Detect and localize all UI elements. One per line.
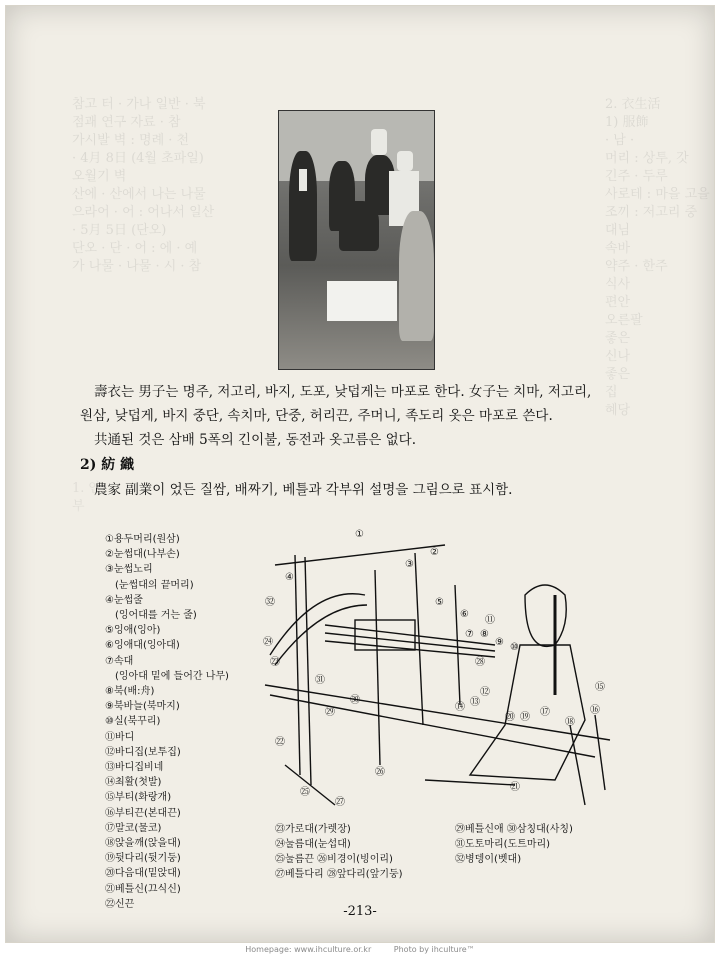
loom-legend-right — [455, 822, 573, 867]
diagram-callout: ⑧ — [480, 629, 489, 640]
footer-homepage: Homepage: www.ihculture.or.kr — [245, 945, 372, 954]
photo-figure — [399, 211, 434, 341]
loom-beam — [275, 545, 445, 565]
diagram-callout: ⑱ — [565, 717, 575, 728]
bleed-line: 식사 — [605, 277, 631, 292]
diagram-callout: ⑮ — [595, 682, 605, 693]
loom-rail — [270, 695, 595, 757]
legend-item: (눈썹대의 끝머리) — [115, 579, 194, 591]
bleed-line: 속바 — [605, 241, 631, 256]
legend-item: ⑧북(배:舟) — [105, 686, 155, 698]
bleed-line: 약주 · 한주 — [605, 259, 668, 274]
bleed-line: 1) 服飾 — [605, 115, 649, 130]
legend-item: ⑦속대 — [105, 655, 134, 667]
diagram-callout: ② — [430, 547, 439, 558]
body-text — [80, 380, 660, 502]
loom-leg — [595, 715, 605, 790]
diagram-callout: ⑨ — [495, 637, 504, 648]
loom-post — [375, 570, 380, 765]
text-line: 共通된 것은 삼배 5폭의 긴이불, 동전과 옷고름은 없다. — [94, 432, 416, 448]
photo-figure — [339, 201, 379, 251]
bleed-line: 좋은 — [605, 331, 631, 346]
legend-item: ⑥잉애대(잉아대) — [105, 640, 180, 652]
bleed-line: 혜당 — [605, 403, 631, 418]
diagram-callout: ④ — [285, 572, 294, 583]
loom-diagram — [255, 525, 625, 820]
legend-item: ㉜병뎅이(벳대) — [455, 854, 522, 865]
loom-leg — [570, 725, 585, 805]
diagram-callout: ⑳ — [505, 712, 515, 723]
footer — [0, 945, 720, 954]
section-heading: 2) 紡 織 — [80, 457, 135, 473]
legend-item: ②눈썹대(나부손) — [105, 549, 180, 561]
legend-item: (잉아대 밑에 들어간 나무) — [115, 670, 229, 682]
bleed-line: 점괘 연구 자료 · 참 — [72, 115, 181, 130]
diagram-callout: ㉙ — [325, 707, 335, 718]
bleed-line: 대님 — [605, 223, 631, 238]
legend-item: ⑬바디집비네 — [105, 762, 164, 774]
bleed-line: 단오 · 단 · 어 : 에 · 예 — [72, 241, 198, 256]
bleed-line: 오월기 벽 — [72, 169, 127, 184]
bleed-line: 1. 안 — [72, 481, 102, 496]
weaver-head — [525, 585, 566, 646]
diagram-callout: ⑭ — [455, 702, 465, 713]
page-number: -213- — [343, 904, 377, 919]
diagram-callout: ⑦ — [465, 629, 474, 640]
bleed-line: 부 — [72, 499, 85, 514]
loom-reed-post — [455, 585, 460, 705]
bleed-line: 가시발 벽 : 명례 · 천 — [72, 133, 190, 148]
text-line: 壽衣는 男子는 명주, 저고리, 바지, 도포, 낮덥게는 마포로 한다. 女子는 치마, 저고리, — [94, 384, 592, 400]
loom-arc — [275, 605, 367, 665]
diagram-callout: ㉕ — [300, 787, 310, 798]
section-text: 農家 副業이 었든 질쌈, 배짜기, 베틀과 각부위 설명을 그림으로 표시함. — [94, 482, 513, 498]
legend-item: ③눈썹노리 — [105, 564, 153, 576]
bleed-line: 긴주 · 두루 — [605, 169, 668, 184]
bleed-line: 으라어 · 어 : 어나서 일산 — [72, 205, 215, 220]
bleed-line: · 4月 8日 (4월 초파일) — [72, 151, 204, 166]
diagram-callout: ① — [355, 529, 364, 540]
diagram-callout: ⑲ — [520, 712, 530, 723]
photo-chef-hat — [397, 151, 413, 171]
legend-item: (잉어대를 거는 줄) — [115, 610, 197, 622]
diagram-callout: ㉒ — [275, 737, 285, 748]
bleed-through-left — [72, 96, 272, 276]
legend-item: ㉓가로대(가렛장) — [275, 824, 351, 835]
diagram-callout: ㉛ — [315, 675, 325, 686]
loom-treadle — [425, 780, 515, 785]
bleed-line: 머리 : 상투, 갓 — [605, 151, 689, 166]
diagram-callout: ⑪ — [485, 615, 495, 626]
photo-box — [327, 281, 397, 321]
loom-legend-middle — [275, 822, 403, 882]
legend-item: ①용두머리(원삼) — [105, 534, 180, 545]
photo-chef-hat — [371, 129, 387, 155]
text-line: 원삼, 낮덥게, 바지 중단, 속치마, 단중, 허리끈, 주머니, 족도리 옷은 마포로 쓴다. — [80, 408, 553, 424]
loom-post — [305, 557, 311, 785]
bleed-line: · 5月 5日 (단오) — [72, 223, 167, 238]
bleed-line: 가 나물 · 나물 · 시 · 참 — [72, 259, 202, 274]
diagram-callout: ⑫ — [480, 687, 490, 698]
bleed-line: 집 — [605, 385, 618, 400]
legend-item: ㉙베틀신애 ㉚삼칭대(사칭) — [455, 824, 573, 835]
bleed-line: · 남 · — [605, 133, 635, 148]
diagram-callout: ㉘ — [475, 657, 485, 668]
bleed-line: 신나 — [605, 349, 631, 364]
loom-post — [295, 555, 300, 775]
ceremony-photo — [278, 110, 435, 370]
loom-post — [415, 553, 423, 725]
bleed-line: 조끼 : 저고리 중 — [605, 205, 698, 220]
legend-item: ⑨북바늘(북마지) — [105, 701, 180, 713]
legend-item: ㉑베틀신(끄식신) — [105, 883, 181, 895]
diagram-callout: ⑩ — [510, 642, 519, 653]
legend-item: ㉕눌름끈 ㉖비경이(빙이리) — [275, 854, 393, 865]
diagram-callout: ㉜ — [265, 597, 275, 608]
diagram-callout: ⑤ — [435, 597, 444, 608]
diagram-callout: ⑯ — [590, 705, 600, 716]
legend-item: ⑩실(북꾸리) — [105, 716, 161, 728]
diagram-callout: ③ — [405, 559, 414, 570]
photo-figure — [289, 151, 317, 261]
bleed-line: 참고 터 · 가나 일반 · 북 — [72, 97, 206, 112]
diagram-callout: ㉚ — [350, 695, 360, 706]
diagram-callout: ⑥ — [460, 609, 469, 620]
legend-item: ㉛도토마리(도트마리) — [455, 839, 551, 850]
legend-item: ㉗베틀다리 ㉘앞다리(앞기둥) — [275, 869, 403, 880]
bleed-line: 산에 · 산에서 나는 나물 — [72, 187, 206, 202]
footer-photo-credit: Photo by ihculture™ — [393, 945, 475, 954]
legend-item: ⑫바디집(보투집) — [105, 746, 181, 758]
diagram-callout: ㉑ — [510, 782, 520, 793]
legend-item: ㉔눌름대(눈섭대) — [275, 839, 351, 850]
diagram-callout: ㉗ — [335, 797, 345, 808]
legend-item: ⑯부티끈(본대끈) — [105, 807, 181, 819]
legend-item: ⑰말코(물코) — [105, 822, 162, 834]
legend-item: ⑪바디 — [105, 731, 135, 743]
diagram-callout: ㉖ — [375, 767, 385, 778]
diagram-callout: ⑬ — [470, 697, 480, 708]
legend-item: ⑮부티(화랑개) — [105, 792, 172, 804]
diagram-callout: ㉓ — [270, 657, 280, 668]
bleed-line: 편안 — [605, 295, 631, 310]
bleed-through-right — [605, 96, 715, 420]
legend-item: ⑭최활(첫발) — [105, 777, 162, 789]
legend-item: ㉒신끈 — [105, 898, 135, 910]
bleed-line: 좋은 — [605, 367, 631, 382]
bleed-line: 사로테 : 마을 고을 — [605, 187, 710, 202]
bleed-line: 오른팔 — [605, 313, 643, 328]
loom-arc — [270, 594, 365, 655]
legend-item: ⑱앉을깨(앉을대) — [105, 838, 181, 850]
legend-item: ⑲뒷다리(뒷기둥) — [105, 853, 181, 865]
diagram-callout: ⑰ — [540, 707, 550, 718]
legend-item: ④눈썹줄 — [105, 594, 143, 606]
photo-shirt — [299, 169, 307, 191]
legend-item: ⑳다음대(밑앉대) — [105, 868, 181, 880]
loom-rail — [265, 685, 610, 740]
legend-item: ⑤잉애(잉아) — [105, 625, 161, 637]
bleed-line: 2. 衣生活 — [605, 97, 661, 112]
diagram-callout: ㉔ — [263, 637, 273, 648]
